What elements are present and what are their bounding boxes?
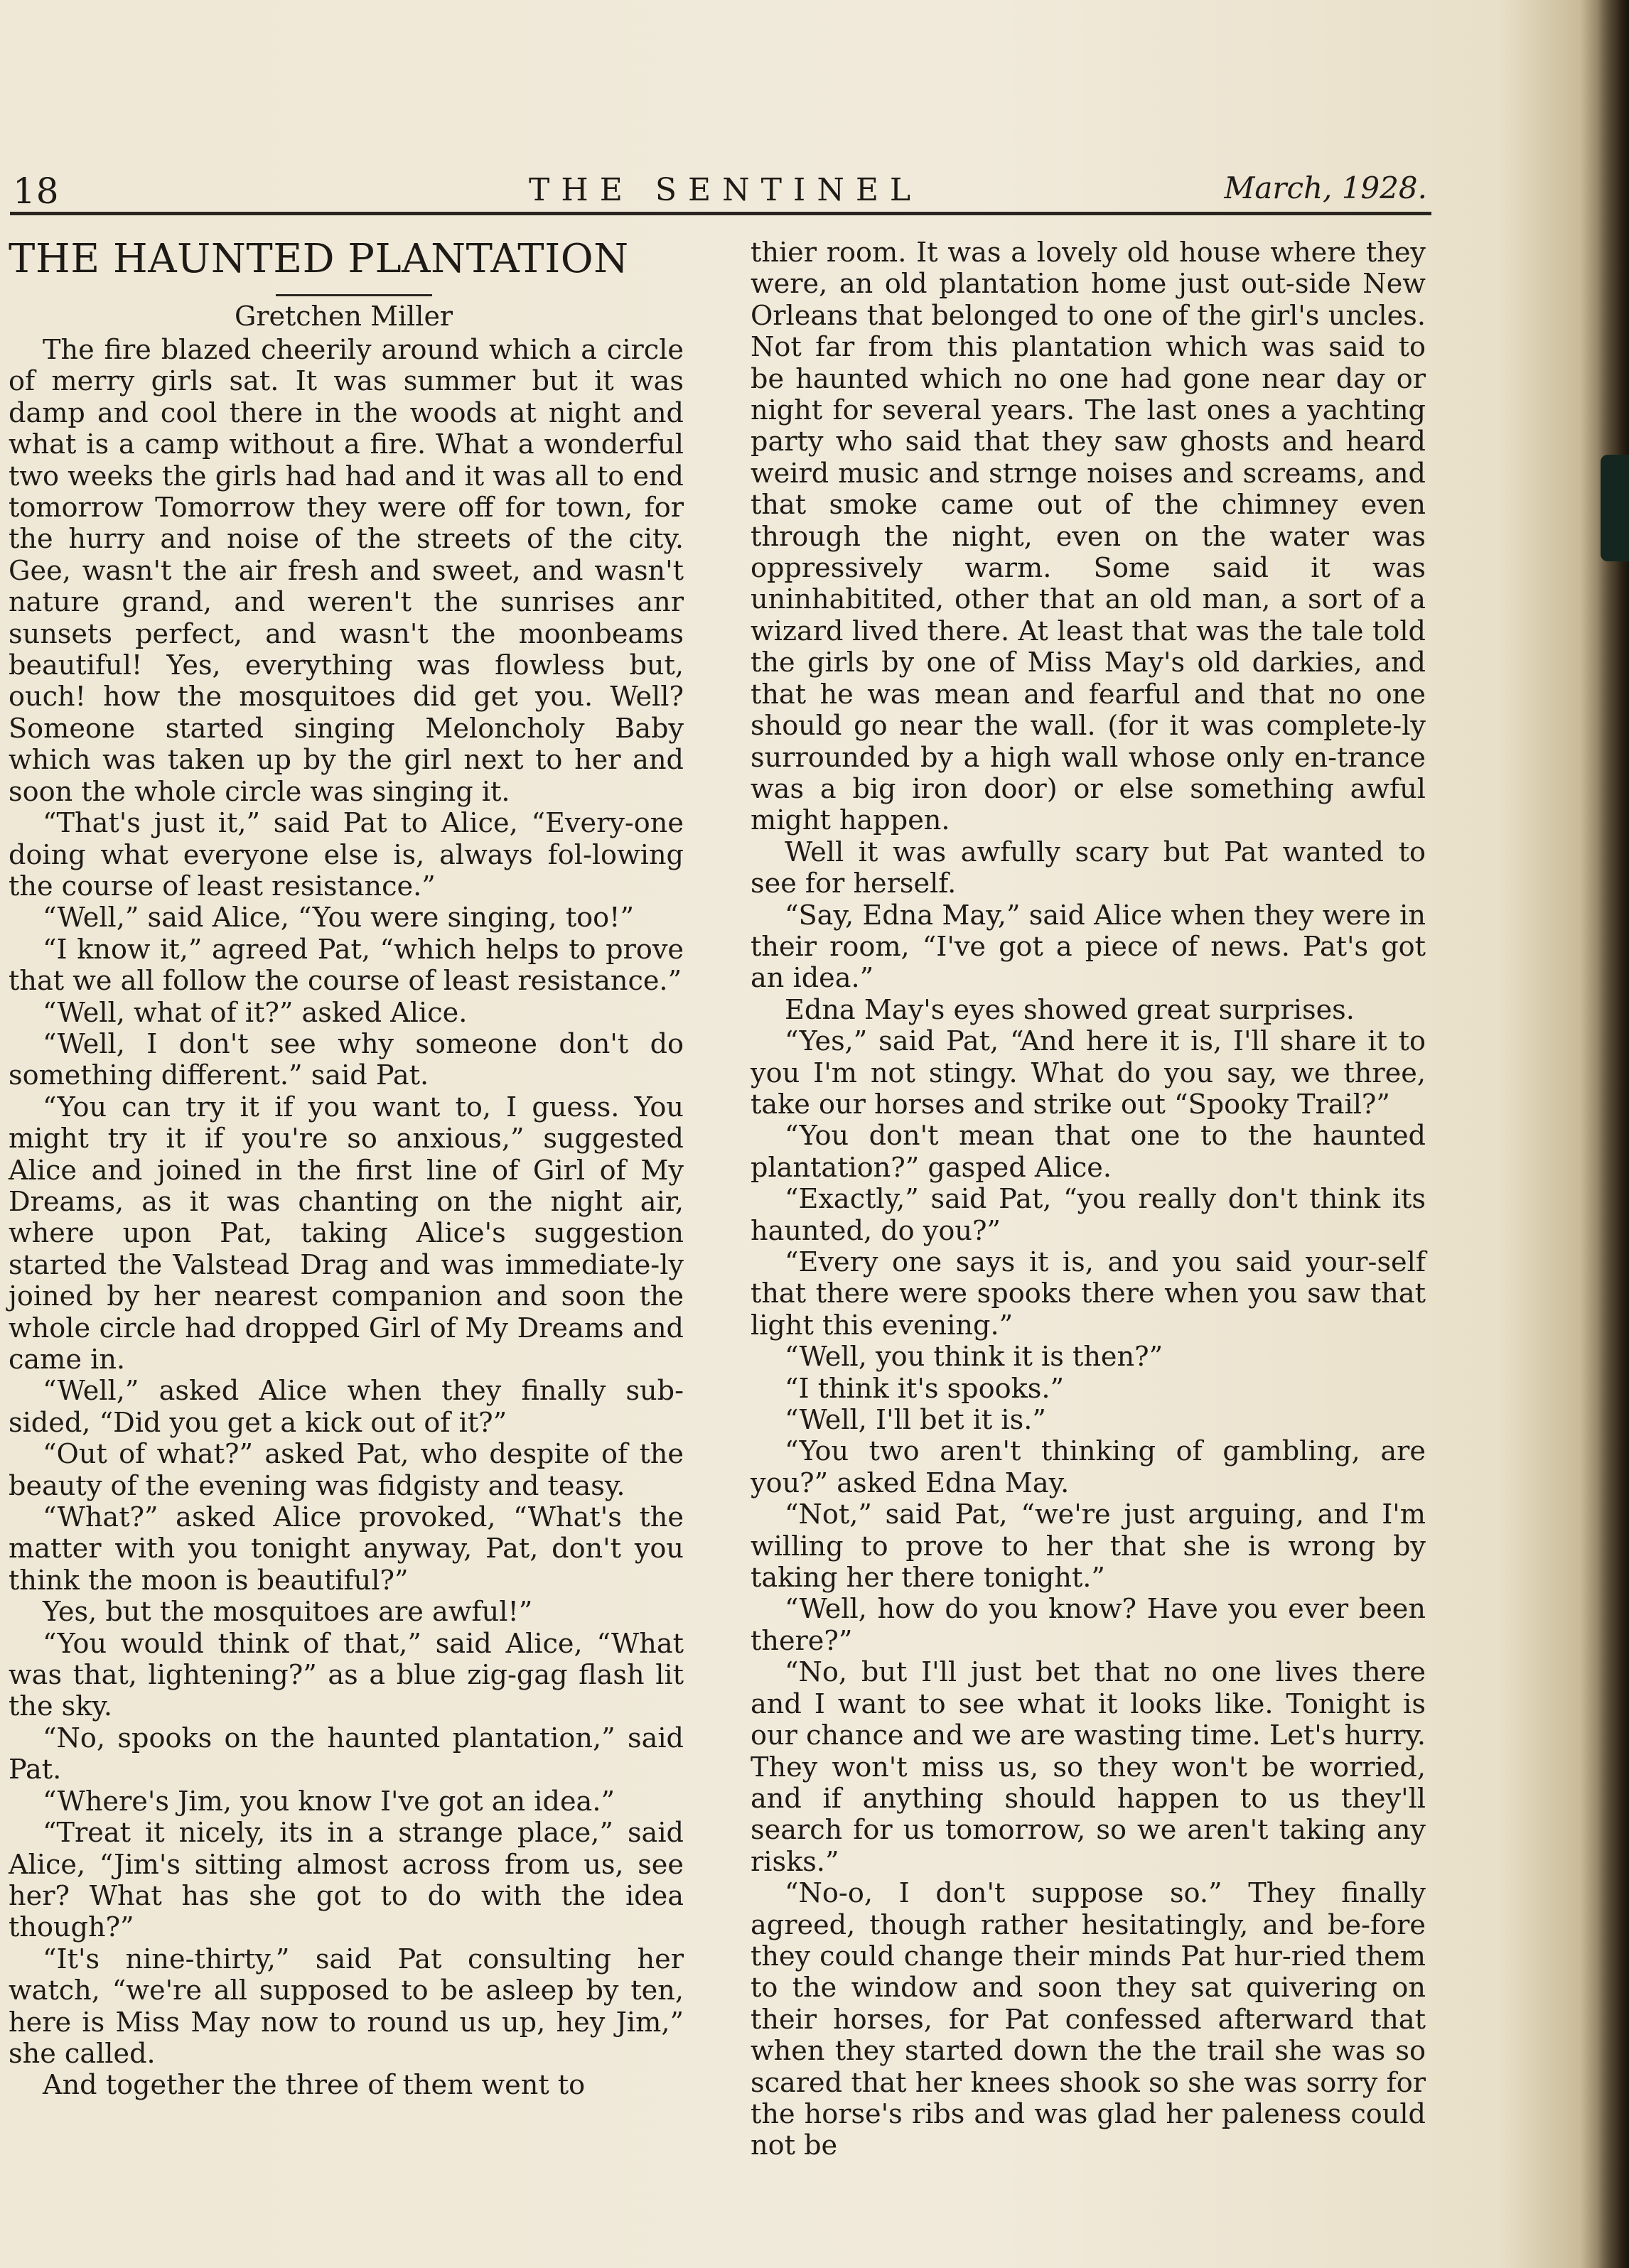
paragraph: “You can try it if you want to, I guess. You might try it if you're so anxious,” suggested Alice and joined in the first line of Girl of My Dreams, as it was chanting on the night air, where upon Pat, taking Alice's suggestion started the Valstead Drag and was immediate-ly joined by her nearest companion and soon the whole circle had dropped Girl of My Dreams and came in. — [9, 1091, 684, 1376]
paragraph: “I know it,” agreed Pat, “which helps to prove that we all follow the course of least resistance.” — [9, 934, 684, 998]
paragraph: “Well, what of it?” asked Alice. — [43, 997, 468, 1029]
paragraph: The fire blazed cheerily around which a circle of merry girls sat. It was summer but it was damp and cool there in the woods at night and what is a camp without a fire. What a wonderful two weeks the girls had had and it was all to end tomorrow Tomorrow they were off for town, for the hurry and noise of the streets of the city. Gee, wasn't the air fresh and sweet, and wasn't nature grand, and weren't the sunrises anr sunsets perfect, and wasn't the moonbeams beautiful! Yes, everything was flowless but, ouch! how the mosquitoes did get you. Well? Someone started singing Meloncholy Baby which was taken up by the girl next to her and soon the whole circle was singing it. — [9, 335, 684, 808]
paragraph: Edna May's eyes showed great surprises. — [785, 994, 1355, 1026]
paragraph: “No, spooks on the haunted plantation,” said Pat. — [9, 1722, 684, 1786]
left-column — [9, 234, 684, 2102]
paragraph: “Well, how do you know? Have you ever been there?” — [751, 1594, 1426, 1657]
paragraph: And together the three of them went to — [43, 2070, 586, 2102]
book-spine-shadow — [1598, 0, 1629, 2268]
header-rule — [10, 212, 1431, 215]
paragraph: “Say, Edna May,” said Alice when they were in their room, “I've got a piece of news. Pat's got an idea.” — [751, 900, 1426, 995]
article-title: THE HAUNTED PLANTATION — [9, 236, 629, 282]
paragraph: “You would think of that,” said Alice, “What was that, lightening?” as a blue zig-gag flash lit the sky. — [9, 1628, 684, 1723]
paragraph: “It's nine-thirty,” said Pat consulting her watch, “we're all supposed to be asleep by ten, here is Miss May now to round us up, hey Jim,” she called. — [9, 1943, 684, 2070]
paragraph: “Well, you think it is then?” — [785, 1341, 1163, 1373]
page-tab-marker — [1601, 455, 1629, 561]
paragraph: “Well, I'll bet it is.” — [785, 1405, 1046, 1437]
paragraph: “No, but I'll just bet that no one lives there and I want to see what it looks like. Tonight is our chance and we are wasting time. Let's hurry. They won't miss us, so they won't be worried, and if anything should happen to us they'll search for us tomorrow, so we aren't taking any risks.” — [751, 1657, 1426, 1878]
paragraph: “Out of what?” asked Pat, who despite of the beauty of the evening was fidgisty and teasy. — [9, 1439, 684, 1502]
paragraph: “Where's Jim, you know I've got an idea.” — [43, 1786, 615, 1818]
page-number: 18 — [13, 171, 60, 212]
right-column — [751, 237, 1426, 2162]
paragraph: “You don't mean that one to the haunted plantation?” gasped Alice. — [751, 1120, 1426, 1184]
paragraph: “That's just it,” said Pat to Alice, “Every-one doing what everyone else is, always fol-lowing the course of least resistance.” — [9, 808, 684, 902]
paragraph: Well it was awfully scary but Pat wanted to see for herself. — [751, 836, 1426, 900]
paragraph: “Every one says it is, and you said your-self that there were spooks there when you saw that light this evening.” — [751, 1247, 1426, 1341]
paragraph: “Exactly,” said Pat, “you really don't think its haunted, do you?” — [751, 1184, 1426, 1247]
paragraph: “You two aren't thinking of gambling, are you?” asked Edna May. — [751, 1436, 1426, 1499]
issue-date: March, 1928. — [1224, 171, 1427, 205]
paragraph: “What?” asked Alice provoked, “What's the matter with you tonight anyway, Pat, don't you think the moon is beautiful?” — [9, 1502, 684, 1597]
paragraph: “Not,” said Pat, “we're just arguing, and I'm willing to prove to her that she is wrong by taking her there tonight.” — [751, 1499, 1426, 1594]
paragraph: “Well,” said Alice, “You were singing, too!” — [43, 902, 635, 934]
publication-name: THE SENTINEL — [529, 172, 923, 208]
paragraph: “Well, I don't see why someone don't do something different.” said Pat. — [9, 1028, 684, 1092]
paragraph: “I think it's spooks.” — [785, 1373, 1064, 1405]
paragraph: “Well,” asked Alice when they finally sub-sided, “Did you get a kick out of it?” — [9, 1376, 684, 1439]
continued-paragraph: thier room. It was a lovely old house where they were, an old plantation home just out-side New Orleans that belonged to one of the girl's uncles. Not far from this plantation which was said to be haunted which no one had gone near day or night for several years. The last ones a yachting party who said that they saw ghosts and heard weird music and strnge noises and screams, and that smoke came out of the chimney even through the night, even on the water was oppressively warm. Some said it was uninhabitited, other that an old man, a sort of a wizard lived there. At least that was the tale told the girls by one of Miss May's old darkies, and that he was mean and fearful and that no one should go near the wall. (for it was complete-ly surrounded by a high wall whose only en-trance was a big iron door) or else something awful might happen. — [751, 237, 1426, 837]
title-underline — [276, 294, 432, 296]
paragraph: “No-o, I don't suppose so.” They finally agreed, though rather hesitatingly, and be-fore they could change their minds Pat hur-ried them to the window and soon they sat quivering on their horses, for Pat confessed afterward that when they started down the the trail she was so scared that her knees shook so she was sorry for the horse's ribs and was glad her paleness could not be — [751, 1878, 1426, 2162]
paragraph: “Treat it nicely, its in a strange place,” said Alice, “Jim's sitting almost across from us, see her? What has she got to do with the idea though?” — [9, 1818, 684, 1944]
paragraph: Yes, but the mosquitoes are awful!” — [43, 1597, 533, 1629]
paragraph: “Yes,” said Pat, “And here it is, I'll share it to you I'm not stingy. What do you say, we three, take our horses and strike out “Spooky Trail?” — [751, 1026, 1426, 1120]
author-byline: Gretchen Miller — [235, 301, 453, 332]
